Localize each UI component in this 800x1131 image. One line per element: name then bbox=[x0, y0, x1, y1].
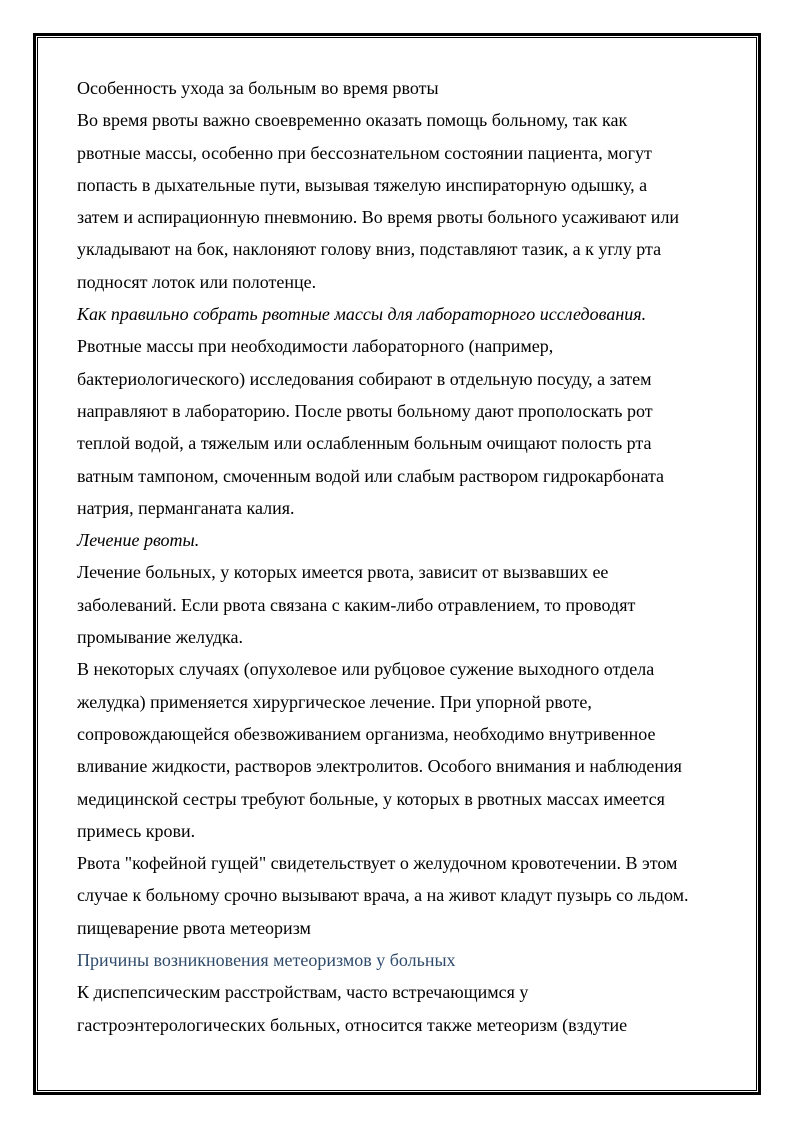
paragraph-line: заболеваний. Если рвота связана с каким-либо отравлением, то проводят bbox=[77, 594, 636, 615]
paragraph-line: желудка) применяется хирургическое лечение. При упорной рвоте, bbox=[77, 691, 592, 712]
paragraph-line: случае к больному срочно вызывают врача, а на живот кладут пузырь со льдом. bbox=[77, 885, 689, 906]
paragraph-line: гастроэнтерологических больных, относится также метеоризм (вздутие bbox=[77, 1014, 628, 1035]
paragraph-line: промывание желудка. bbox=[77, 627, 243, 648]
paragraph-line: попасть в дыхательные пути, вызывая тяжелую инспираторную одышку, а bbox=[77, 174, 648, 195]
paragraph-line: бактериологического) исследования собирают в отдельную посуду, а затем bbox=[77, 368, 652, 389]
paragraph-line: ватным тампоном, смоченным водой или слабым раствором гидрокарбоната bbox=[77, 465, 665, 486]
paragraph-line: примесь крови. bbox=[77, 820, 196, 841]
paragraph-line: Рвота "кофейной гущей" свидетельствует о желудочном кровотечении. В этом bbox=[77, 853, 678, 874]
paragraph-line: сопровождающейся обезвоживанием организма, необходимо внутривенное bbox=[77, 723, 656, 744]
paragraph-line: теплой водой, а тяжелым или ослабленным больным очищают полость рта bbox=[77, 433, 652, 454]
document-body bbox=[77, 72, 737, 1041]
paragraph-line: вливание жидкости, растворов электролитов. Особого внимания и наблюдения bbox=[77, 756, 682, 777]
section-heading-meteorism-causes: Причины возникновения метеоризмов у больных bbox=[77, 950, 456, 971]
paragraph-line: Лечение больных, у которых имеется рвота, зависит от вызвавших ее bbox=[77, 562, 609, 583]
paragraph-line: медицинской сестры требуют больные, у которых в рвотных массах имеется bbox=[77, 788, 665, 809]
paragraph-line: подносят лоток или полотенце. bbox=[77, 271, 317, 292]
paragraph-line: направляют в лабораторию. После рвоты больному дают прополоскать рот bbox=[77, 400, 653, 421]
keywords-line: пищеварение рвота метеоризм bbox=[77, 917, 311, 938]
paragraph-line: Во время рвоты важно своевременно оказать помощь больному, так как bbox=[77, 110, 628, 131]
subheading-sample-collection: Как правильно собрать рвотные массы для лабораторного исследования. bbox=[77, 304, 647, 325]
paragraph-line: К диспепсическим расстройствам, часто встречающимся у bbox=[77, 982, 529, 1003]
paragraph-line: натрия, перманганата калия. bbox=[77, 497, 295, 518]
paragraph-line: Рвотные массы при необходимости лабораторного (например, bbox=[77, 336, 554, 357]
subheading-treatment: Лечение рвоты. bbox=[77, 530, 200, 551]
paragraph-line: затем и аспирационную пневмонию. Во время рвоты больного усаживают или bbox=[77, 207, 680, 228]
section-title-vomiting-care: Особенность ухода за больным во время рвоты bbox=[77, 78, 439, 98]
paragraph-line: В некоторых случаях (опухолевое или рубцовое сужение выходного отдела bbox=[77, 659, 655, 680]
paragraph-line: рвотные массы, особенно при бессознательном состоянии пациента, могут bbox=[77, 142, 652, 163]
paragraph-line: укладывают на бок, наклоняют голову вниз, подставляют тазик, а к углу рта bbox=[77, 239, 662, 260]
